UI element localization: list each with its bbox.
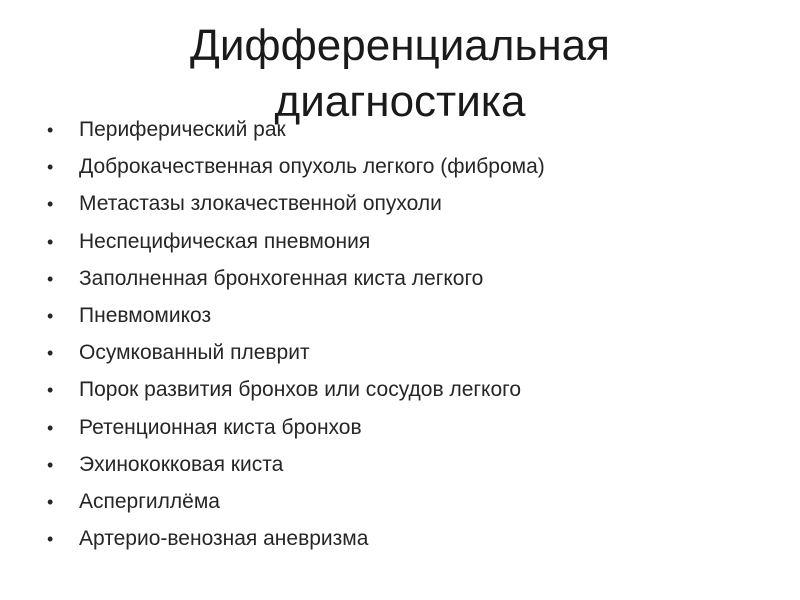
list-item [47, 453, 545, 490]
list-item-text: Неспецифическая пневмония [79, 229, 371, 253]
list-item-text: Пневмомикоз [79, 303, 212, 327]
bullet-icon: • [47, 268, 54, 289]
list-item [47, 378, 545, 415]
list-item [47, 416, 545, 453]
list-item [47, 192, 545, 229]
bullet-list [47, 118, 545, 564]
title-line-1: Дифференциальная [190, 21, 610, 70]
list-item-text: Осумкованный плеврит [79, 341, 310, 365]
list-item [47, 341, 545, 378]
bullet-icon: • [47, 454, 54, 475]
title-line-2: диагностика [274, 77, 526, 126]
list-item [47, 267, 545, 304]
bullet-icon: • [47, 157, 54, 178]
slide-title [0, 18, 800, 130]
bullet-icon: • [47, 491, 54, 512]
bullet-icon: • [47, 529, 54, 550]
list-item [47, 490, 545, 527]
list-item [47, 118, 545, 155]
bullet-icon: • [47, 194, 54, 215]
bullet-icon: • [47, 231, 54, 252]
list-item [47, 230, 545, 267]
list-item-text: Метастазы злокачественной опухоли [79, 192, 442, 216]
bullet-icon: • [47, 343, 54, 364]
bullet-icon: • [47, 120, 54, 140]
list-item-text: Аспергиллёма [79, 489, 220, 513]
bullet-icon: • [47, 380, 54, 401]
list-item-text: Периферический рак [79, 118, 286, 141]
list-item [47, 304, 545, 341]
list-item [47, 155, 545, 192]
list-item-text: Доброкачественная опухоль легкого (фиброма) [79, 155, 545, 179]
list-item-text: Эхинококковая киста [79, 452, 284, 476]
bullet-icon: • [47, 417, 54, 438]
list-item-text: Порок развития бронхов или сосудов легкого [79, 378, 522, 402]
bullet-icon: • [47, 305, 54, 326]
list-item [47, 527, 545, 564]
list-item-text: Ретенционная киста бронхов [79, 415, 362, 439]
list-item-text: Заполненная бронхогенная киста легкого [79, 266, 484, 290]
list-item-text: Артерио-венозная аневризма [79, 527, 369, 551]
